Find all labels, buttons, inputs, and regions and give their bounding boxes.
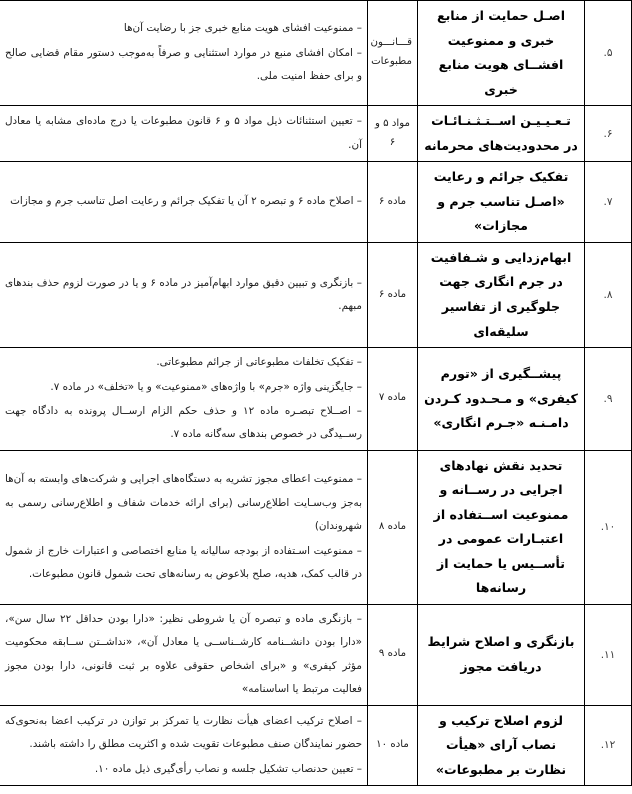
table-row <box>0 242 632 347</box>
detail-bullet: – تعیین استثنائات ذیل مواد ۵ و ۶ قانون مطبوعات یا درج ماده‌ای مشابه یا معادل آن. <box>5 115 362 151</box>
law-reference-cell: قـــانـــون مطبوعات <box>368 1 418 106</box>
table-row <box>0 1 632 106</box>
table-row <box>0 162 632 243</box>
table-body <box>0 1 632 786</box>
table-row <box>0 348 632 451</box>
proposal-details-cell <box>0 605 368 706</box>
detail-bullet: – بازنگری و تبیین دقیق موارد ابهام‌آمیز در ماده ۶ و یا در صورت لزوم حذف بندهای مبهم. <box>5 276 362 313</box>
detail-bullet: – امکان افشای منبع در موارد استثنایی و صرفاً به‌موجب دستور مقام قضایی صالح و برای حفظ امنیت ملی. <box>5 46 362 83</box>
detail-bullet: – بازنگری ماده و تبصره آن یا شروطی نظیر: «دارا بودن حداقل ۲۲ سال سن»، «دارا بودن دانشــنامه کارشــناســی یا معادل آن»، «نداشــتن ســابقه محکومیت مؤثر کیفری» و «برای اشخاص حقوقی علاوه بر ثبت قانونی، دارا بودن مجوز فعالیت مرتبط یا اساسنامه» <box>5 613 362 696</box>
law-reference-cell: ماده ۷ <box>368 348 418 451</box>
law-reference-cell: مواد ۵ و ۶ <box>368 106 418 162</box>
proposal-title-cell: اصـل حمایت از منابع خبری و ممنوعیت افشــای هویت منابع خبری <box>418 1 585 106</box>
proposal-title-cell: تـعـیـیـن اســتـثـنـائـات در محدودیت‌های محرمانه <box>418 106 585 162</box>
table-row <box>0 450 632 604</box>
detail-bullet: – تعیین حدنصاب تشکیل جلسه و نصاب رأی‌گیری ذیل ماده ۱۰. <box>94 762 362 775</box>
row-number-cell: ۸. <box>585 242 632 347</box>
detail-bullet: – اصلاح ترکیب اعضای هیأت نظارت یا تمرکز بر توازن در ترکیب اعضا به‌نحوی‌که حضور نمایندگان صنف مطبوعات تقویت شده و اکثریت مطلق را داشته باشند. <box>5 714 362 751</box>
law-reference-cell: ماده ۶ <box>368 162 418 243</box>
proposal-title-cell: تحدید نقش نهادهای اجرایی در رســانه و ممنوعیت اســتفاده از اعتبـارات عمومی در تأســیس یا حمایت از رسانه‌ها <box>418 450 585 604</box>
row-number-cell: ۶. <box>585 106 632 162</box>
row-number-cell: ۱۲. <box>585 705 632 786</box>
table-row <box>0 605 632 706</box>
detail-bullet: – ممنوعیت اعطای مجوز تشریه به دستگاه‌های اجرایی و شرکت‌های وابسته به آن‌ها به‌جز وب‌سـایت اطلاع‌رسانی (برای ارائه خدمات شفاف و اطلاع‌رسانی رسمی به شهروندان) <box>5 473 362 533</box>
row-number-cell: ۱۰. <box>585 450 632 604</box>
proposal-details-cell <box>0 348 368 451</box>
law-reference-cell: ماده ۶ <box>368 242 418 347</box>
detail-bullet: – اصــلاح تبصـره ماده ۱۲ و حذف حکم الزام ارســال پرونده به دادگاه جهت رســیدگی در خصوص بندهای سه‌گانه ماده ۷. <box>5 404 362 441</box>
table-row <box>0 705 632 786</box>
proposal-title-cell: پیشــگیری از «تورم کیفری» و مـحـدود کـردن دامـنـه «جـرم انگاری» <box>418 348 585 451</box>
proposal-details-cell <box>0 242 368 347</box>
detail-bullet: – جایگزینی واژه «جرم» با واژه‌های «ممنوعیت» و یا «تخلف» در ماده ۷. <box>50 380 362 393</box>
proposal-details-cell <box>0 450 368 604</box>
proposal-title-cell: ابهام‌زدایی و شـفافیت در جرم انگاری جهت جلوگیری از تفاسیر سلیقه‌ای <box>418 242 585 347</box>
table-row <box>0 106 632 162</box>
detail-bullet: – ممنوعیت اسـتفاده از بودجه سالیانه یا منابع اختصاصی و اعتبارات خارج از شمول در قالب کمک، هدیه، صلح بلاعوض به رسانه‌های تحت شمول قانون مطبوعات. <box>5 544 362 580</box>
row-number-cell: ۵. <box>585 1 632 106</box>
proposal-details-cell <box>0 705 368 786</box>
proposal-details-cell <box>0 106 368 162</box>
row-number-cell: ۹. <box>585 348 632 451</box>
proposal-title-cell: لزوم اصلاح ترکیب و نصاب آرای «هیأت نظارت بر مطبوعات» <box>418 705 585 786</box>
detail-bullet: – ممنوعیت افشای هویت منابع خبری جز با رضایت آن‌ها <box>123 22 362 35</box>
law-reference-cell: ماده ۱۰ <box>368 705 418 786</box>
row-number-cell: ۷. <box>585 162 632 243</box>
detail-bullet: – تفکیک تخلفات مطبوعاتی از جرائم مطبوعاتی. <box>156 356 362 369</box>
proposal-title-cell: بازنگری و اصلاح شرایط دریافت مجوز <box>418 605 585 706</box>
row-number-cell: ۱۱. <box>585 605 632 706</box>
proposal-title-cell: تفکیک جرائم و رعایت «اصـل تناسب جرم و مجازات» <box>418 162 585 243</box>
proposal-details-cell <box>0 1 368 106</box>
detail-bullet: – اصلاح ماده ۶ و تبصره ۲ آن یا تفکیک جرائم و رعایت اصل تناسب جرم و مجازات <box>10 195 362 208</box>
law-reference-cell: ماده ۹ <box>368 605 418 706</box>
law-reference-cell: ماده ۸ <box>368 450 418 604</box>
proposal-details-cell <box>0 162 368 243</box>
